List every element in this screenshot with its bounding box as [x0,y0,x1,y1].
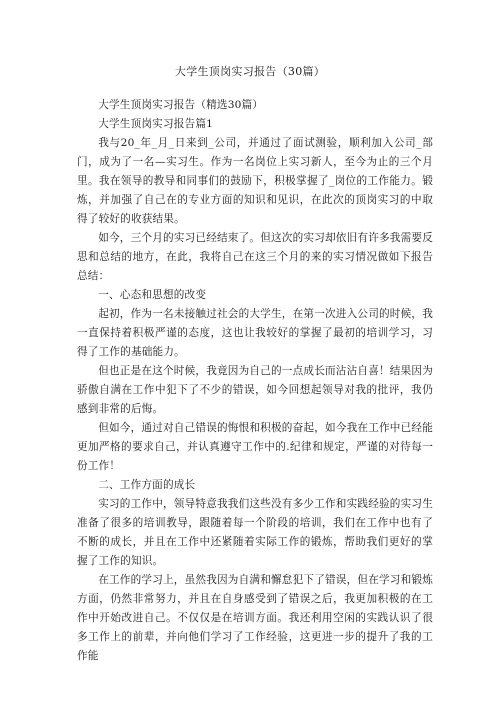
body-paragraph: 但如今，通过对自己错误的悔恨和积极的奋起，如今我在工作中已经能更加严格的要求自己，并认真遵守工作中的.纪律和规定，严谨的对待每一份工作！ [77,422,433,472]
section-heading-paragraph: 大学生顶岗实习报告篇1 [98,118,214,130]
body-paragraph: 起初，作为一名未接触过社会的大学生，在第一次进入公司的时候，我一直保持着积极严谨的态度，这也让我较好的掌握了最初的培训学习，习得了工作的基础能力。 [77,308,433,358]
body-paragraph: 实习的工作中，领导特意我我们这些没有多少工作和实践经验的实习生准备了很多的培训教导，跟随着每一个阶段的培训，我们在工作中也有了不断的成长，并且在工作中还紧随着实际工作的锻炼，帮助我们更好的掌握了工作的知识。 [77,498,433,567]
section-heading-paragraph: 一、心态和思想的改变 [98,289,207,301]
document-body [77,96,433,666]
body-paragraph: 在工作的学习上，虽然我因为自满和懈怠犯下了错误，但在学习和锻炼方面，仍然非常努力，并且在自身感受到了错误之后，我更加积极的在工作中开始改进自己。不仅仅是在培训方面。我还利用空闲的实践认识了很多工作上的前辈，并向他们学习了工作经验，这更进一步的提升了我的工作能 [77,574,433,662]
subtitle-paragraph: 大学生顶岗实习报告（精选30篇） [98,99,264,111]
body-paragraph: 但也正是在这个时候，我竟因为自己的一点成长而沾沾自喜！结果因为骄傲自满在工作中犯下了不少的错误，如今回想起领导对我的批评，我仍感到非常的后悔。 [77,365,433,415]
document-title: 大学生顶岗实习报告（30篇） [174,65,326,78]
section-heading-paragraph: 二、工作方面的成长 [98,479,196,491]
body-paragraph: 我与20_年_月_日来到_公司，并通过了面试测验，顺利加入公司_部门，成为了一名—实习生。作为一名岗位上实习新人，至今为止的三个月里。我在领导的教导和同事们的鼓励下，积极掌握了_岗位的工作能力。锻炼，并加强了自己在的专业方面的知识和见识，在此次的顶岗实习的中取得了较好的收获结果。 [77,137,433,225]
body-paragraph: 如今，三个月的实习已经结束了。但这次的实习却依旧有许多我需要反思和总结的地方，在此，我将自己在这三个月的来的实习情况做如下报告总结： [77,232,433,282]
